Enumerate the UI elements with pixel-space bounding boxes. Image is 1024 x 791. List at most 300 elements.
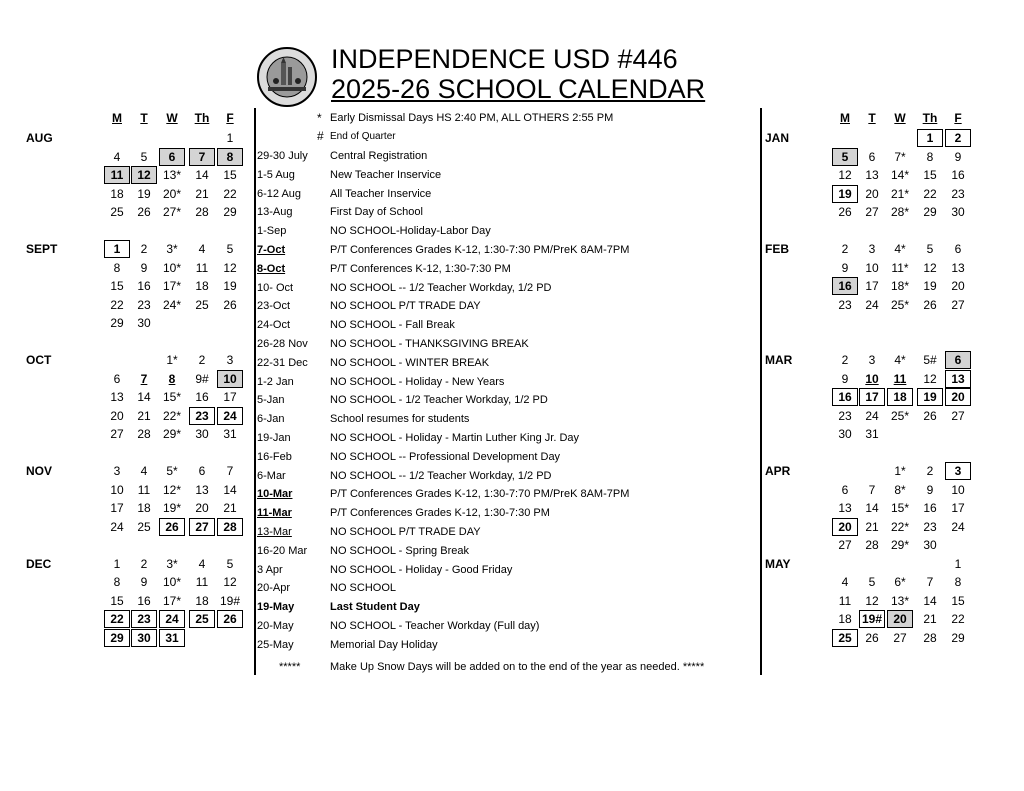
month-label-sept: SEPT [26, 242, 58, 256]
center-panel-right-border [760, 108, 762, 675]
event-description: School resumes for students [330, 413, 470, 426]
calendar-day: 15 [110, 279, 124, 293]
calendar-day: 17* [162, 593, 182, 608]
event-date: 1-5 Aug [257, 168, 295, 181]
calendar-day: 1 [926, 131, 934, 145]
calendar-day: 23 [838, 408, 852, 423]
calendar-day: 10* [162, 260, 182, 275]
calendar-day: 23 [951, 186, 965, 201]
calendar-day: 16 [195, 390, 209, 404]
event-description: First Day of School [330, 206, 423, 219]
calendar-day: 21* [890, 186, 910, 201]
calendar-day: 13 [195, 482, 209, 497]
calendar-day: 24 [865, 297, 879, 312]
calendar-day: 27 [195, 519, 209, 534]
calendar-day: 28 [865, 538, 879, 552]
calendar-day: 18 [838, 612, 852, 626]
calendar-day: 30 [923, 538, 937, 552]
calendar-day: 29 [951, 630, 965, 645]
event-description: NO SCHOOL P/T TRADE DAY [330, 300, 481, 313]
calendar-day: 11 [893, 371, 907, 386]
calendar-day: 9 [954, 149, 962, 164]
calendar-day: 12 [223, 575, 237, 589]
event-date: 10- Oct [257, 281, 294, 294]
calendar-day: 9 [140, 260, 148, 275]
calendar-day: 5 [868, 575, 876, 589]
calendar-day: 22 [951, 612, 965, 626]
calendar-day: 11 [195, 260, 209, 275]
calendar-day: 16 [137, 279, 151, 293]
calendar-day: 4 [140, 464, 148, 478]
calendar-day: 27 [951, 408, 965, 423]
calendar-day: 5# [923, 353, 937, 367]
calendar-day: 21 [223, 501, 237, 515]
calendar-day: 29 [223, 205, 237, 219]
calendar-day: 11 [110, 168, 124, 182]
calendar-day: 9# [195, 371, 209, 386]
calendar-day: 21 [137, 408, 151, 423]
calendar-day: 23 [923, 519, 937, 534]
calendar-day: 20 [838, 519, 852, 534]
calendar-day: 2 [954, 131, 962, 145]
calendar-day: 18 [893, 390, 907, 404]
calendar-day: 6 [841, 482, 849, 497]
calendar-day: 4 [841, 575, 849, 589]
district-title: INDEPENDENCE USD #446 [331, 44, 678, 74]
calendar-day: 17 [865, 390, 879, 404]
calendar-day: 26 [137, 205, 151, 219]
calendar-day: 17* [162, 279, 182, 293]
calendar-day: 27 [951, 297, 965, 312]
calendar-day: 7 [868, 482, 876, 497]
calendar-day: 31 [165, 630, 179, 645]
calendar-day: 20 [893, 612, 907, 626]
calendar-day: 29 [110, 316, 124, 330]
calendar-day: 21 [923, 612, 937, 626]
calendar-day: 24 [223, 408, 237, 423]
calendar-day: 15* [162, 390, 182, 404]
month-label-aug: AUG [26, 131, 53, 145]
calendar-day: 10 [951, 482, 965, 497]
calendar-day: 17 [110, 501, 124, 515]
event-description: NO SCHOOL - THANKSGIVING BREAK [330, 338, 529, 350]
calendar-day: 12 [923, 260, 937, 275]
calendar-day: 12 [865, 593, 879, 608]
calendar-day: 30 [137, 316, 151, 330]
calendar-day: 3 [868, 353, 876, 367]
calendar-day: 20 [110, 408, 124, 423]
calendar-day: 19# [861, 612, 883, 626]
calendar-day: 19* [162, 501, 182, 515]
event-description: P/T Conferences Grades K-12, 1:30-7:30 PM [330, 507, 550, 520]
calendar-day: 30 [838, 427, 852, 441]
calendar-day: 20 [951, 390, 965, 404]
calendar-day: 30 [951, 205, 965, 219]
calendar-day: 15* [890, 501, 910, 515]
event-date: 1-2 Jan [257, 375, 294, 388]
calendar-day: 25 [110, 205, 124, 219]
calendar-day: 25* [890, 297, 910, 312]
calendar-day: 5 [926, 242, 934, 256]
calendar-day: 9 [140, 575, 148, 589]
calendar-day: 17 [865, 279, 879, 293]
calendar-day: 21 [195, 186, 209, 201]
calendar-day: 1 [226, 131, 234, 145]
calendar-day: 14* [890, 168, 910, 182]
calendar-day: 22* [162, 408, 182, 423]
calendar-day: 11* [891, 260, 909, 275]
calendar-day: 11 [838, 593, 852, 608]
calendar-day: 27 [865, 205, 879, 219]
right-weekday-header: F [954, 111, 962, 125]
calendar-day: 13 [110, 390, 124, 404]
calendar-day: 31 [223, 427, 237, 441]
calendar-day: 7* [894, 149, 906, 164]
calendar-day: 22 [223, 186, 237, 201]
calendar-day: 16 [137, 593, 151, 608]
event-date: 7-Oct [257, 244, 286, 256]
calendar-day: 6 [868, 149, 876, 164]
calendar-day: 13* [162, 168, 182, 182]
event-date: 13-Mar [257, 526, 292, 538]
calendar-day: 4 [198, 242, 206, 256]
calendar-day: 27* [162, 205, 182, 219]
calendar-day: 17 [951, 501, 965, 515]
calendar-day: 12* [162, 482, 182, 497]
calendar-day: 10* [162, 575, 182, 589]
calendar-day: 19 [137, 186, 151, 201]
event-description: NO SCHOOL - WINTER BREAK [330, 356, 490, 369]
event-date: 13-Aug [257, 206, 293, 219]
calendar-day: 19 [923, 390, 937, 404]
calendar-day: 26 [223, 297, 237, 312]
event-date: 10-Mar [257, 488, 293, 501]
calendar-day: 1* [166, 353, 178, 367]
calendar-day: 23 [838, 297, 852, 312]
calendar-day: 8 [954, 575, 962, 589]
calendar-day: 4* [894, 353, 906, 367]
calendar-day: 10 [865, 371, 879, 386]
event-description: P/T Conferences K-12, 1:30-7:30 PM [330, 262, 511, 275]
footer-stars: ***** [279, 661, 301, 673]
calendar-day: 24 [951, 519, 965, 534]
calendar-day: 27 [838, 538, 852, 552]
legend-quarter-symbol: # [317, 129, 324, 143]
calendar-day: 26 [838, 205, 852, 219]
calendar-day: 29* [162, 427, 182, 441]
calendar-day: 2 [841, 353, 849, 367]
left-weekday-header: F [226, 111, 234, 125]
calendar-day: 26 [223, 612, 237, 626]
calendar-day: 6 [954, 242, 962, 256]
calendar-day: 10 [865, 260, 879, 275]
calendar-day: 12 [838, 168, 852, 182]
event-description: Central Registration [330, 150, 428, 162]
calendar-day: 24* [162, 297, 182, 312]
calendar-day: 28 [223, 519, 237, 534]
calendar-day: 10 [223, 371, 237, 386]
calendar-day: 6 [198, 464, 206, 478]
calendar-day: 9 [926, 482, 934, 497]
event-date: 24-Oct [257, 319, 291, 332]
left-weekday-header: T [140, 111, 148, 125]
event-date: 3 Apr [257, 563, 283, 576]
calendar-day: 25 [137, 519, 151, 534]
calendar-day: 29* [890, 538, 910, 552]
calendar-day: 25* [890, 408, 910, 423]
event-description: Memorial Day Holiday [330, 638, 438, 651]
calendar-day: 5 [841, 149, 849, 164]
calendar-day: 29 [110, 630, 124, 645]
event-date: 19-May [257, 601, 295, 614]
calendar-day: 14 [223, 482, 237, 497]
event-description: NO SCHOOL - Teacher Workday (Full day) [330, 620, 540, 632]
calendar-day: 3* [166, 242, 178, 256]
calendar-day: 23 [195, 408, 209, 423]
event-date: 22-31 Dec [257, 356, 308, 369]
calendar-day: 22* [890, 519, 910, 534]
calendar-day: 17 [223, 390, 237, 404]
calendar-day: 18 [195, 279, 209, 293]
calendar-day: 19 [838, 186, 852, 201]
calendar-day: 2 [140, 242, 148, 256]
month-label-oct: OCT [26, 353, 52, 367]
event-date: 5-Jan [257, 394, 285, 407]
calendar-day: 27 [110, 427, 124, 441]
right-weekday-header: Th [922, 111, 938, 125]
calendar-day: 3 [226, 353, 234, 367]
event-date: 6-Jan [257, 413, 285, 426]
calendar-day: 1 [113, 242, 121, 256]
calendar-day: 20* [162, 186, 182, 201]
calendar-day: 13 [838, 501, 852, 515]
right-weekday-header: W [894, 111, 906, 125]
calendar-day: 5 [226, 556, 234, 571]
calendar-day: 13 [951, 371, 965, 386]
event-date: 11-Mar [257, 507, 292, 520]
calendar-day: 4 [113, 149, 121, 164]
calendar-day: 23 [137, 297, 151, 312]
calendar-day: 28 [137, 427, 151, 441]
calendar-day: 25 [838, 630, 852, 645]
calendar-day: 3 [113, 464, 121, 478]
calendar-day: 19 [923, 279, 937, 293]
event-description: All Teacher Inservice [330, 187, 432, 200]
calendar-title: 2025-26 SCHOOL CALENDAR [331, 74, 706, 104]
calendar-day: 25 [195, 612, 209, 626]
legend-early-symbol: * [317, 111, 322, 125]
calendar-day: 8 [168, 371, 176, 386]
left-weekday-header: Th [194, 111, 210, 125]
calendar-day: 24 [865, 408, 879, 423]
calendar-day: 12 [923, 371, 937, 386]
event-date: 29-30 July [257, 150, 308, 162]
calendar-day: 18 [137, 501, 151, 515]
event-date: 16-20 Mar [257, 544, 308, 557]
calendar-day: 22 [110, 297, 124, 312]
calendar-day: 7 [926, 575, 934, 589]
calendar-day: 20 [951, 279, 965, 293]
event-description: NO SCHOOL - Spring Break [330, 544, 469, 557]
month-label-may: MAY [765, 556, 791, 571]
calendar-day: 6 [113, 371, 121, 386]
calendar-day: 21 [865, 519, 879, 534]
calendar-day: 1* [894, 464, 906, 478]
month-label-jan: JAN [765, 131, 790, 145]
calendar-day: 18* [890, 279, 910, 293]
calendar-day: 3 [868, 242, 876, 256]
calendar-day: 3* [166, 556, 178, 571]
calendar-day: 4* [894, 242, 906, 256]
calendar-day: 2 [140, 556, 148, 571]
event-date: 20-May [257, 620, 294, 632]
event-description: NO SCHOOL - Holiday - Good Friday [330, 563, 513, 576]
calendar-day: 7 [140, 371, 148, 386]
event-date: 25-May [257, 638, 294, 651]
calendar-day: 19 [223, 279, 237, 293]
center-panel-left-border [254, 108, 256, 675]
calendar-day: 28 [923, 630, 937, 645]
calendar-day: 9 [841, 371, 849, 386]
calendar-day: 24 [110, 519, 124, 534]
calendar-day: 12 [223, 260, 237, 275]
calendar-day: 28 [195, 205, 209, 219]
calendar-day: 1 [113, 556, 121, 571]
month-label-feb: FEB [765, 242, 789, 256]
calendar-day: 8 [113, 260, 121, 275]
calendar-day: 18 [195, 593, 209, 608]
event-description: NO SCHOOL - Holiday - Martin Luther King Jr. Day [330, 432, 580, 444]
calendar-day: 11 [137, 482, 151, 497]
calendar-day: 7 [226, 464, 234, 478]
event-description: NO SCHOOL [330, 582, 397, 595]
event-date: 6-Mar [257, 469, 286, 482]
legend-quarter-text: End of Quarter [330, 131, 396, 142]
month-label-dec: DEC [26, 556, 52, 571]
calendar-day: 16 [838, 390, 852, 404]
calendar-day: 30 [137, 630, 151, 645]
calendar-day: 18 [110, 186, 124, 201]
calendar-day: 23 [137, 612, 151, 626]
calendar-day: 26 [923, 408, 937, 423]
calendar-day: 2 [841, 242, 849, 256]
calendar-day: 13* [890, 593, 910, 608]
event-description: NO SCHOOL -- 1/2 Teacher Workday, 1/2 PD [330, 281, 552, 294]
calendar-day: 8 [926, 149, 934, 164]
left-weekday-header: M [112, 111, 122, 125]
calendar-day: 7 [198, 149, 206, 164]
calendar-day: 15 [951, 593, 965, 608]
event-description: NO SCHOOL -- Professional Development Day [330, 450, 561, 463]
calendar-day: 20 [195, 501, 209, 515]
calendar-day: 5 [140, 149, 148, 164]
calendar-day: 15 [923, 168, 937, 182]
event-date: 20-Apr [257, 582, 291, 595]
district-seal-logo [254, 47, 320, 107]
calendar-day: 15 [110, 593, 124, 608]
legend-early-text: Early Dismissal Days HS 2:40 PM, ALL OTHERS 2:55 PM [330, 112, 614, 124]
event-description: NO SCHOOL - Fall Break [330, 319, 455, 332]
event-description: Last Student Day [330, 601, 420, 614]
event-date: 8-Oct [257, 262, 286, 275]
calendar-day: 16 [951, 168, 965, 182]
calendar-day: 19# [219, 593, 241, 608]
calendar-day: 10 [110, 482, 124, 497]
calendar-day: 16 [838, 279, 852, 293]
calendar-day: 26 [865, 630, 879, 645]
event-date: 23-Oct [257, 300, 291, 313]
calendar-day: 15 [223, 168, 237, 182]
calendar-day: 22 [110, 612, 124, 626]
calendar-day: 24 [165, 612, 179, 626]
event-description: NO SCHOOL-Holiday-Labor Day [330, 225, 491, 238]
event-date: 26-28 Nov [257, 338, 308, 350]
right-weekday-header: M [840, 111, 850, 125]
event-date: 16-Feb [257, 450, 292, 463]
month-label-apr: APR [765, 464, 791, 478]
calendar-day: 2 [926, 464, 934, 478]
month-label-nov: NOV [26, 464, 53, 478]
calendar-day: 28* [890, 205, 910, 219]
event-description: NO SCHOOL P/T TRADE DAY [330, 526, 481, 538]
calendar-day: 26 [165, 519, 179, 534]
calendar-day: 6 [168, 149, 176, 164]
footer-note: Make Up Snow Days will be added on to the end of the year as needed. ***** [330, 661, 705, 673]
event-description: New Teacher Inservice [330, 168, 442, 181]
calendar-day: 3 [954, 464, 962, 478]
left-weekday-header: W [166, 111, 178, 125]
event-description: P/T Conferences Grades K-12, 1:30-7:70 PM/PreK 8AM-7PM [330, 488, 630, 501]
calendar-day: 5* [166, 464, 178, 478]
calendar-day: 16 [923, 501, 937, 515]
calendar-day: 4 [198, 556, 206, 571]
calendar-day: 6* [894, 575, 906, 589]
calendar-day: 13 [951, 260, 965, 275]
event-description: NO SCHOOL -- 1/2 Teacher Workday, 1/2 PD [330, 469, 552, 482]
calendar-day: 1 [954, 556, 962, 571]
event-description: NO SCHOOL - Holiday - New Years [330, 375, 505, 388]
calendar-day: 26 [923, 297, 937, 312]
calendar-day: 8 [226, 149, 234, 164]
calendar-day: 8* [894, 482, 906, 497]
calendar-day: 25 [195, 297, 209, 312]
month-label-mar: MAR [765, 353, 793, 367]
calendar-day: 30 [195, 427, 209, 441]
calendar-day: 11 [195, 575, 209, 589]
event-description: P/T Conferences Grades K-12, 1:30-7:30 PM/PreK 8AM-7PM [330, 244, 630, 256]
calendar-day: 12 [137, 168, 151, 182]
calendar-day: 22 [923, 186, 937, 201]
calendar-day: 8 [113, 575, 121, 589]
event-description: NO SCHOOL - 1/2 Teacher Workday, 1/2 PD [330, 394, 548, 407]
calendar-day: 9 [841, 260, 849, 275]
right-weekday-header: T [868, 111, 876, 125]
calendar-day: 31 [865, 427, 879, 441]
calendar-day: 5 [226, 242, 234, 256]
calendar-day: 2 [198, 353, 206, 367]
calendar-day: 14 [923, 593, 937, 608]
calendar-day: 20 [865, 186, 879, 201]
calendar-day: 14 [137, 390, 151, 404]
calendar-day: 13 [865, 168, 879, 182]
calendar-day: 6 [954, 353, 962, 367]
event-date: 19-Jan [257, 432, 291, 444]
calendar-day: 14 [865, 501, 879, 515]
event-date: 1-Sep [257, 225, 287, 238]
event-date: 6-12 Aug [257, 187, 302, 200]
calendar-day: 14 [195, 168, 209, 182]
calendar-day: 27 [893, 630, 907, 645]
